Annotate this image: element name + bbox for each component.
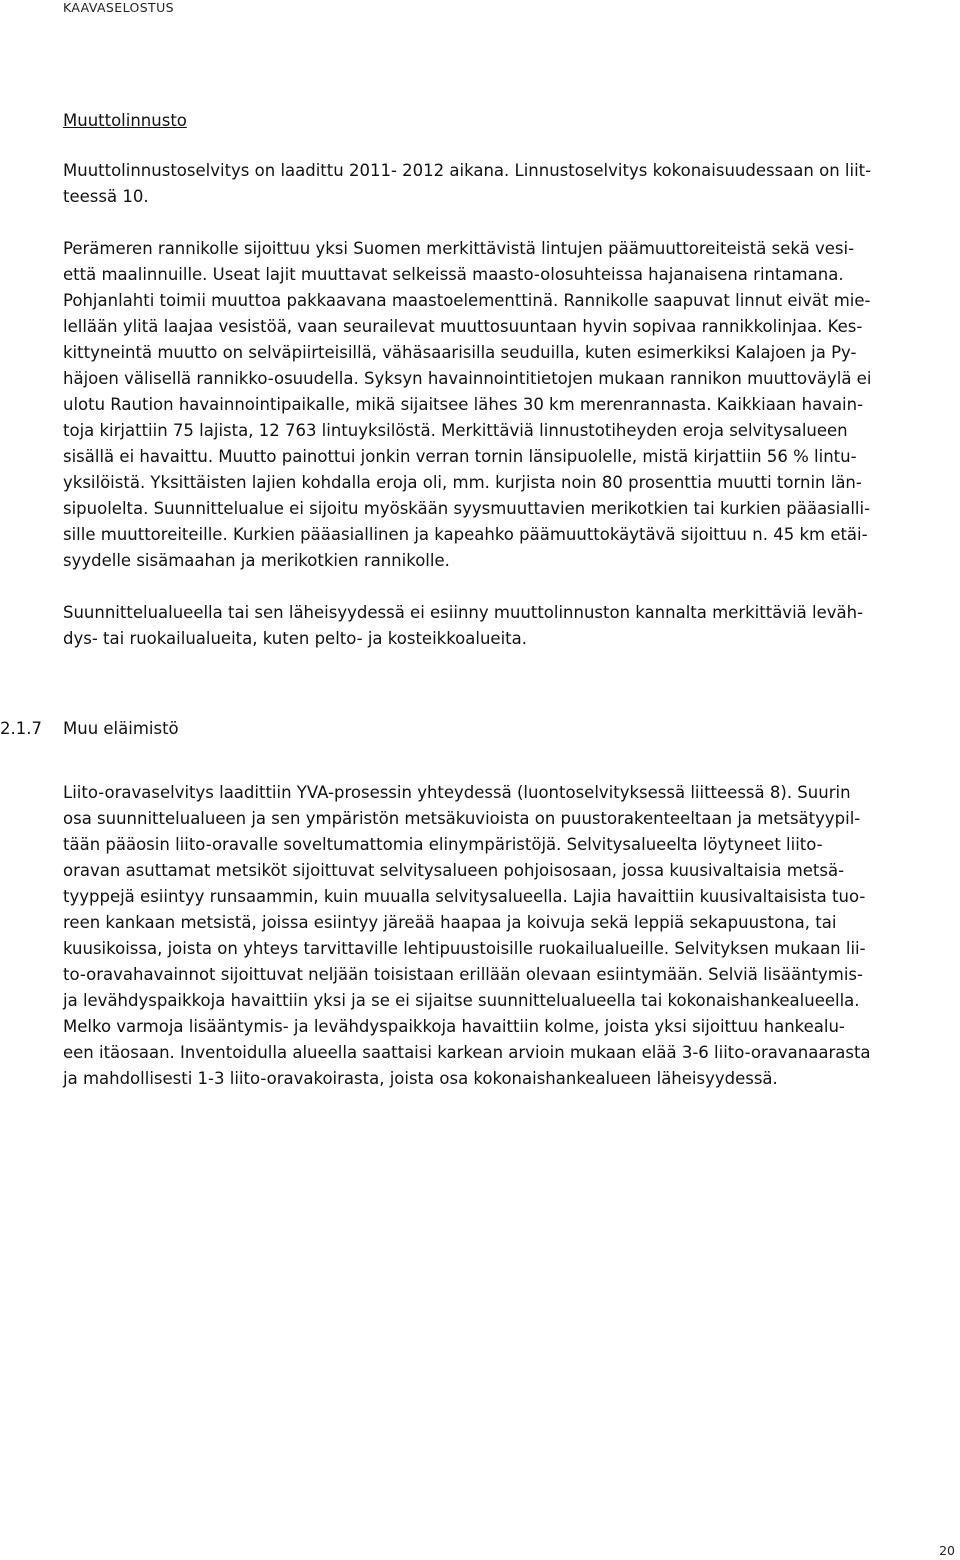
text-line: yksilöistä. Yksittäisten lajien kohdalla eroja oli, mm. kurjista noin 80 prosenttia muutti tornin län- xyxy=(63,473,862,492)
text-line: oravan asuttamat metsiköt sijoittuvat selvitysalueen pohjoisosaan, jossa kuusivaltaisia metsä- xyxy=(63,861,845,880)
text-line: reen kankaan metsistä, joissa esiintyy järeää haapaa ja koivuja sekä leppiä sekapuustona, tai xyxy=(63,913,837,932)
section-title-muuttolinnusto: Muuttolinnusto xyxy=(63,111,187,130)
paragraph-muuttolinnustoselvitys xyxy=(63,158,960,210)
text-line: Liito-oravaselvitys laadittiin YVA-prosessin yhteydessä (luontoselvityksessä liitteessä 8). Suurin xyxy=(63,783,851,802)
text-line: kittyneintä muutto on selväpiirteisillä, vähäsaarisilla seuduilla, kuten esimerkiksi Kalajoen ja Py- xyxy=(63,343,857,362)
section-number: 2.1.7 xyxy=(0,719,42,738)
text-line: to-oravahavainnot sijoittuvat neljään toisistaan erillään olevaan esiintymään. Selviä lisääntymis- xyxy=(63,965,863,984)
text-line: ja mahdollisesti 1-3 liito-oravakoirasta, joista osa kokonaishankealueen läheisyydessä. xyxy=(63,1069,778,1088)
text-line: ulotu Raution havainnointipaikalle, mikä sijaitsee lähes 30 km merenrannasta. Kaikkiaan havain- xyxy=(63,395,864,414)
page-content xyxy=(0,108,960,1092)
text-line: Perämeren rannikolle sijoittuu yksi Suomen merkittävistä lintujen päämuuttoreiteistä sekä vesi- xyxy=(63,239,855,258)
text-line: Pohjanlahti toimii muuttoa pakkaavana maastoelementtinä. Rannikolle saapuvat linnut eivät mie- xyxy=(63,291,871,310)
text-line: sipuolelta. Suunnittelualue ei sijoitu myöskään syysmuuttavien merikotkien tai kurkien pääasialli- xyxy=(63,499,871,518)
text-line: dys- tai ruokailualueita, kuten pelto- ja kosteikkoalueita. xyxy=(63,629,527,648)
text-line: ja levähdyspaikkoja havaittiin yksi ja se ei sijaitse suunnittelualueella tai kokonaishankealueella. xyxy=(63,991,860,1010)
text-line: toja kirjattiin 75 lajista, 12 763 lintuyksilöstä. Merkittäviä linnustotiheyden eroja selvitysalueen xyxy=(63,421,848,440)
paragraph-peramerеn-muutto xyxy=(63,236,960,574)
text-line: een itäosaan. Inventoidulla alueella saattaisi karkean arvioin mukaan elää 3-6 liito-oravanaarasta xyxy=(63,1043,871,1062)
document-header: KAAVASELOSTUS xyxy=(63,0,174,15)
text-line: sisällä ei havaittu. Muutto painottui jonkin verran tornin länsipuolelle, mistä kirjattiin 56 % lintu- xyxy=(63,447,857,466)
text-line: osa suunnittelualueen ja sen ympäristön metsäkuvioista on puustorakenteeltaan ja metsätyypil- xyxy=(63,809,861,828)
page-number: 20 xyxy=(939,1543,955,1558)
text-line: kuusikoissa, joista on yhteys tarvittaville lehtipuustoisille ruokailualueille. Selvityksen mukaan lii- xyxy=(63,939,866,958)
section-heading-muu-elaimisto xyxy=(0,716,960,742)
text-line: tään pääosin liito-oravalle soveltumattomia elinympäristöjä. Selvitysalueelta löytyneet liito- xyxy=(63,835,823,854)
text-line: sille muuttoreiteille. Kurkien pääasiallinen ja kapeahko päämuuttokäytävä sijoittuu n. 45 km etäi- xyxy=(63,525,868,544)
paragraph-liito-orava xyxy=(63,780,960,1092)
text-line: teessä 10. xyxy=(63,187,149,206)
text-line: lellään ylitä laajaa vesistöä, vaan seurailevat muuttosuuntaan hyvin sopivaa rannikkolinjaa. Kes- xyxy=(63,317,863,336)
section-title: Muu eläimistö xyxy=(63,719,179,738)
paragraph-levahdysalueet xyxy=(63,600,960,652)
text-line: häjoen välisellä rannikko-osuudella. Syksyn havainnointitietojen mukaan rannikon muuttoväylä ei xyxy=(63,369,872,388)
text-line: että maalinnuille. Useat lajit muuttavat selkeissä maasto-olosuhteissa hajanaisena rintamana. xyxy=(63,265,844,284)
text-line: Melko varmoja lisääntymis- ja levähdyspaikkoja havaittiin kolme, joista yksi sijoittuu hankealu- xyxy=(63,1017,845,1036)
text-line: Suunnittelualueella tai sen läheisyydessä ei esiinny muuttolinnuston kannalta merkittäviä leväh- xyxy=(63,603,864,622)
text-line: tyyppejä esiintyy runsaammin, kuin muualla selvitysalueella. Lajia havaittiin kuusivaltaisista tuo- xyxy=(63,887,866,906)
text-line: syydelle sisämaahan ja merikotkien rannikolle. xyxy=(63,551,450,570)
text-line: Muuttolinnustoselvitys on laadittu 2011- 2012 aikana. Linnustoselvitys kokonaisuudessaan on liit- xyxy=(63,161,872,180)
